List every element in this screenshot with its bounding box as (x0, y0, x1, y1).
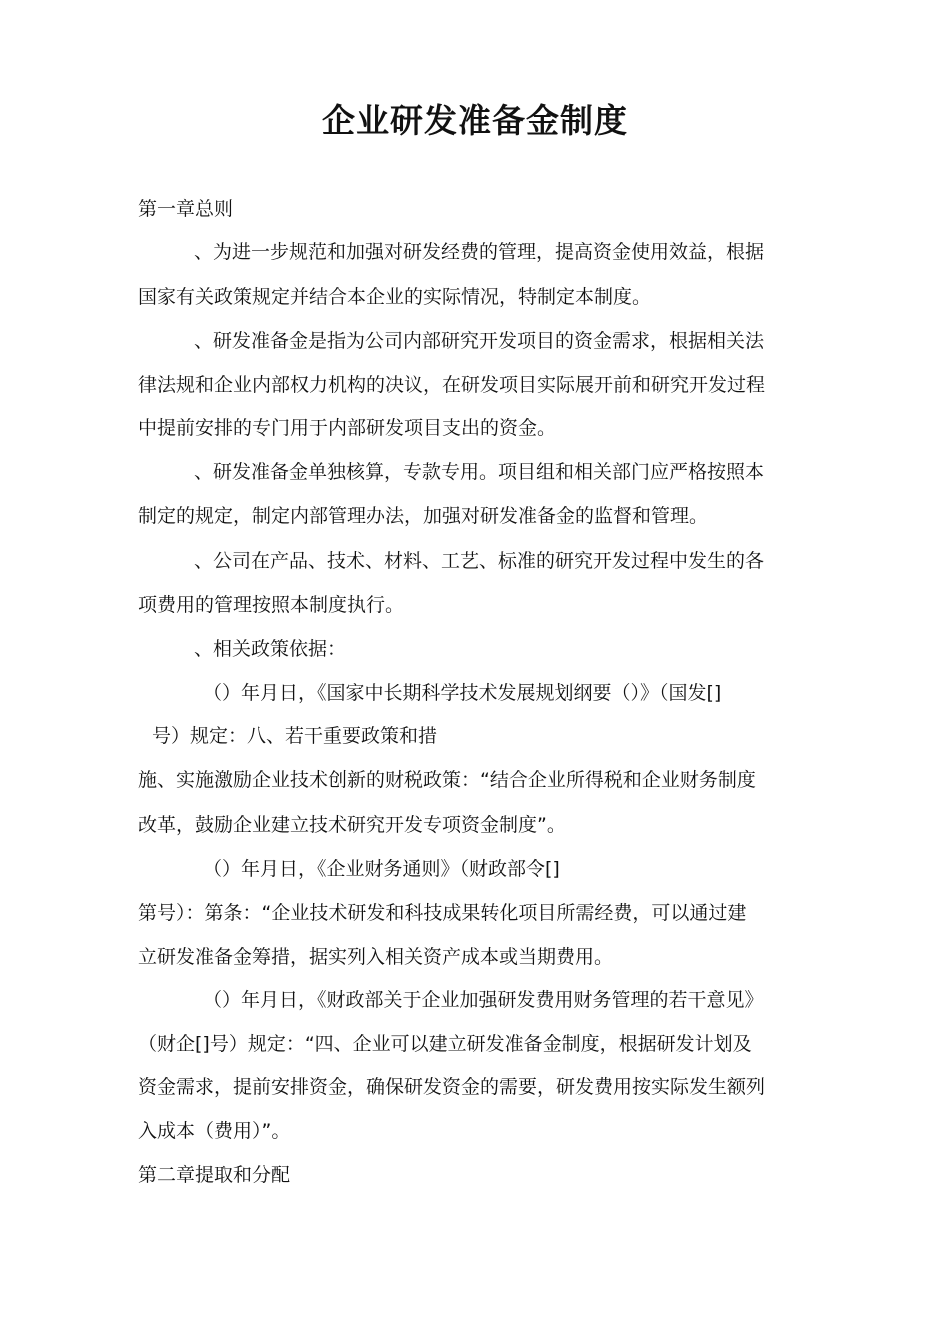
paragraph-2-line-1: 、研发准备金是指为公司内部研究开发项目的资金需求，根据相关法 (194, 330, 765, 352)
paragraph-4-line-1: 、公司在产品、技术、材料、工艺、标准的研究开发过程中发生的各 (194, 550, 765, 572)
paragraph-1-line-2: 国家有关政策规定并结合本企业的实际情况，特制定本制度。 (138, 286, 652, 308)
paragraph-6-line-1: （）年月日，《国家中长期科学技术发展规划纲要（）》（国发[] (203, 682, 722, 704)
paragraph-6-line-4: 改革，鼓励企业建立技术研究开发专项资金制度”。 (138, 814, 566, 836)
paragraph-1-line-1: 、为进一步规范和加强对研发经费的管理，提高资金使用效益，根据 (194, 241, 765, 263)
paragraph-7-line-2: 第号）：第条：“企业技术研发和科技成果转化项目所需经费，可以通过建 (138, 902, 747, 924)
paragraph-2-line-2: 律法规和企业内部权力机构的决议，在研发项目实际展开前和研究开发过程 (138, 374, 766, 396)
paragraph-3-line-1: 、研发准备金单独核算，专款专用。项目组和相关部门应严格按照本 (194, 461, 765, 483)
paragraph-6-line-3: 施、实施激励企业技术创新的财税政策：“结合企业所得税和企业财务制度 (138, 769, 756, 791)
paragraph-8-line-2: （财企[]号）规定：“四、企业可以建立研发准备金制度，根据研发计划及 (138, 1033, 752, 1055)
paragraph-2-line-3: 中提前安排的专门用于内部研发项目支出的资金。 (138, 417, 557, 439)
paragraph-3-line-2: 制定的规定，制定内部管理办法，加强对研发准备金的监督和管理。 (138, 505, 709, 527)
paragraph-5-line-1: 、相关政策依据： (194, 638, 347, 660)
paragraph-8-line-4: 入成本（费用）”。 (138, 1120, 291, 1142)
paragraph-6-line-2: 号）规定：八、若干重要政策和措 (152, 725, 438, 747)
chapter-1-heading: 第一章总则 (138, 198, 234, 220)
chapter-2-heading: 第二章提取和分配 (138, 1164, 291, 1186)
paragraph-8-line-3: 资金需求，提前安排资金，确保研发资金的需要，研发费用按实际发生额列 (138, 1076, 766, 1098)
paragraph-7-line-1: （）年月日，《企业财务通则》（财政部令[] (203, 858, 560, 880)
paragraph-7-line-3: 立研发准备金筹措，据实列入相关资产成本或当期费用。 (138, 946, 614, 968)
paragraph-8-line-1: （）年月日，《财政部关于企业加强研发费用财务管理的若干意见》 (203, 989, 764, 1011)
document-title: 企业研发准备金制度 (322, 101, 628, 140)
paragraph-4-line-2: 项费用的管理按照本制度执行。 (138, 594, 405, 616)
